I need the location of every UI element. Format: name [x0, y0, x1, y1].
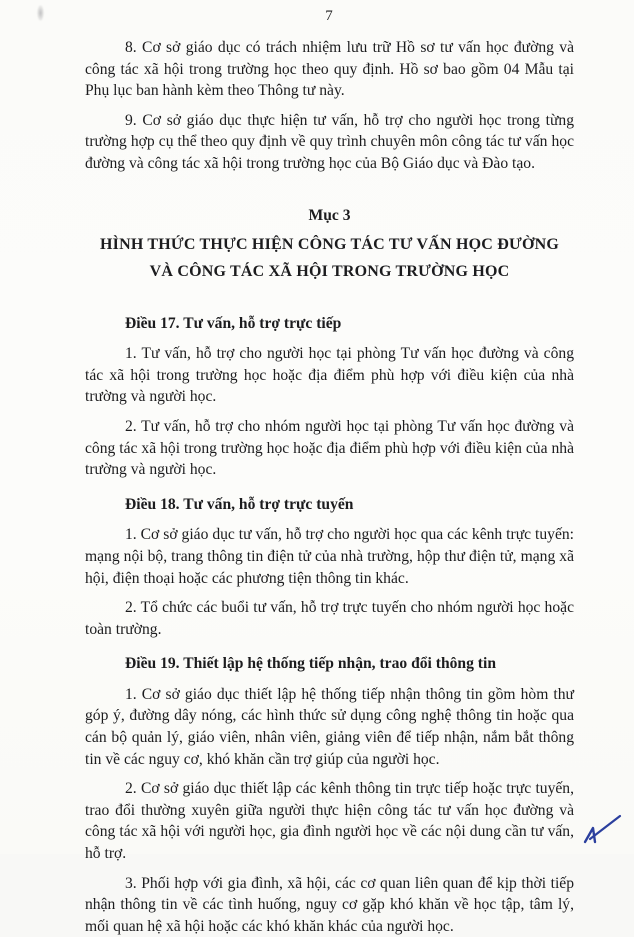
handwritten-initial-icon	[580, 812, 624, 850]
article-17-paragraph-1: 1. Tư vấn, hỗ trợ cho người học tại phòng Tư vấn học đường và công tác xã hội trong trường học hoặc địa điểm phù hợp với điều kiện của nhà trường và người học.	[85, 345, 574, 406]
article-19-paragraph-1: 1. Cơ sở giáo dục thiết lập hệ thống tiếp nhận thông tin gồm hòm thư góp ý, đường dây nóng, các hình thức sử dụng công nghệ thông tin hoặc qua cán bộ quản lý, giáo viên, nhân viên, giảng viên để tiếp nhận, nắm bắt thông tin về các nguy cơ, khó khăn cần trợ giúp của người học.	[85, 685, 574, 768]
article-17-paragraph-2: 2. Tư vấn, hỗ trợ cho nhóm người học tại phòng Tư vấn học đường và công tác xã hội trong trường học hoặc địa điểm phù hợp với điều kiện của nhà trường và người học.	[85, 417, 574, 479]
article-17-heading: Điều 17. Tư vấn, hỗ trợ trực tiếp	[125, 314, 342, 332]
scan-smudge-mark	[37, 5, 44, 21]
article-18-paragraph-2: 2. Tổ chức các buổi tư vấn, hỗ trợ trực tuyến cho nhóm người học hoặc toàn trường.	[85, 599, 574, 638]
article-18-paragraph-1: 1. Cơ sở giáo dục tư vấn, hỗ trợ cho người học qua các kênh trực tuyến: mạng nội bộ, trang thông tin điện tử của nhà trường, hộp thư điện tử, mạng xã hội, điện thoại hoặc các phương tiện thông tin khác.	[85, 526, 574, 587]
page-number: 7	[325, 8, 334, 24]
section-title-line-2: VÀ CÔNG TÁC XÃ HỘI TRONG TRƯỜNG HỌC	[149, 262, 510, 280]
article-19-paragraph-2: 2. Cơ sở giáo dục thiết lập các kênh thông tin trực tiếp hoặc trực tuyến, trao đổi thường xuyên giữa người thực hiện công tác tư vấn học đường và công tác xã hội với người học, gia đình người học về các nội dung cần tư vấn, hỗ trợ.	[85, 780, 574, 863]
article-19-heading: Điều 19. Thiết lập hệ thống tiếp nhận, trao đổi thông tin	[125, 655, 496, 673]
section-heading	[85, 205, 574, 285]
section-label: Mục 3	[308, 206, 351, 224]
paragraph-8: 8. Cơ sở giáo dục có trách nhiệm lưu trữ Hồ sơ tư vấn học đường và công tác xã hội trong trường học theo quy định. Hồ sơ bao gồm 04 Mẫu tại Phụ lục ban hành kèm theo Thông tư này.	[85, 39, 574, 100]
paragraph-9: 9. Cơ sở giáo dục thực hiện tư vấn, hỗ trợ cho người học trong từng trường hợp cụ thể theo quy định về quy trình chuyên môn công tác tư vấn học đường và công tác xã hội trong trường học của Bộ Giáo dục và Đào tạo.	[85, 111, 574, 172]
section-title-line-1: HÌNH THỨC THỰC HIỆN CÔNG TÁC TƯ VẤN HỌC ĐƯỜNG	[100, 235, 559, 253]
article-18-heading: Điều 18. Tư vấn, hỗ trợ trực tuyến	[125, 495, 354, 513]
article-19-paragraph-3: 3. Phối hợp với gia đình, xã hội, các cơ quan liên quan để kịp thời tiếp nhận thông tin về các tình huống, nguy cơ gặp khó khăn về học tập, tâm lý, mối quan hệ xã hội hoặc các khó khăn khác của người học.	[85, 874, 574, 935]
